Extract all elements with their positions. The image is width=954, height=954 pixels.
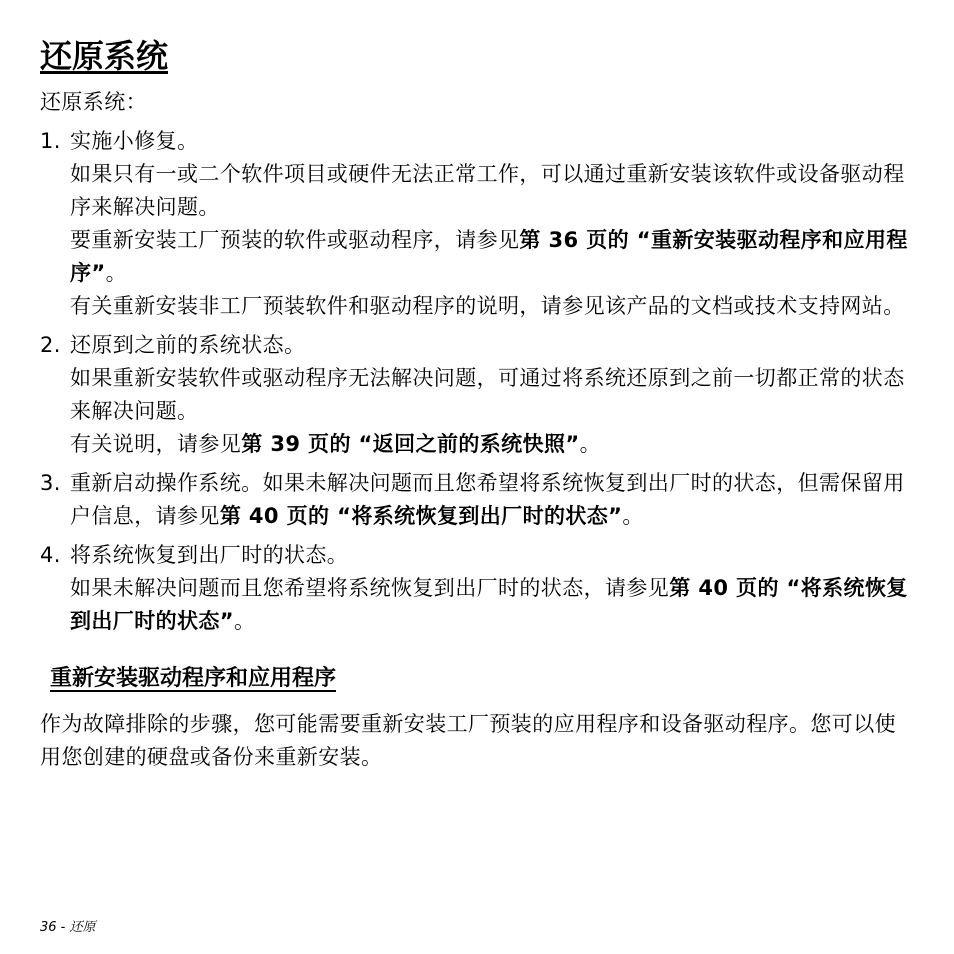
section-body: 作为故障排除的步骤，您可能需要重新安装工厂预装的应用程序和设备驱动程序。您可以使用您创建的硬盘或备份来重新安装。 [40,712,896,769]
step-number: 4. [40,543,61,567]
step-heading: 还原到之前的系统状态。 [70,333,306,357]
page-title: 还原系统 [40,37,169,75]
step-paragraph [70,572,916,638]
step-number: 1. [40,129,61,153]
intro-text: 还原系统： [40,90,147,114]
step-paragraph [70,467,916,533]
step-heading: 实施小修复。 [70,129,199,153]
step-paragraph: 如果重新安装软件或驱动程序无法解决问题，可通过将系统还原到之前一切都正常的状态来解决问题。 [70,366,905,423]
step-2 [40,329,916,461]
text-run: 。 [622,504,644,528]
cross-reference-link[interactable]: 第 40 页的 “将系统恢复到出厂时的状态” [219,504,623,528]
cross-reference-link[interactable]: 第 40 页的 “将系统恢复到出厂时的状态” [70,576,908,633]
text-run: 如果未解决问题而且您希望将系统恢复到出厂时的状态，请参见 [70,576,670,600]
text-run: 。 [234,609,256,633]
steps-list [40,125,916,638]
step-number: 2. [40,333,61,357]
text-run: 要重新安装工厂预装的软件或驱动程序，请参见 [70,228,520,252]
step-number: 3. [40,471,61,495]
text-run: 有关说明，请参见 [70,432,242,456]
section-title: 重新安装驱动程序和应用程序 [50,666,337,691]
step-paragraph: 有关重新安装非工厂预装软件和驱动程序的说明，请参见该产品的文档或技术支持网站。 [70,294,905,318]
document-page [40,34,916,774]
step-3 [40,467,916,533]
text-run: 。 [105,261,128,285]
cross-reference-link[interactable]: 第 36 页的 “重新安装驱动程序和应用程序” [70,228,908,285]
page-footer: 36 - 还原 [40,920,96,935]
cross-reference-link[interactable]: 第 39 页的 “返回之前的系统快照” [241,432,580,456]
step-paragraph: 如果只有一或二个软件项目或硬件无法正常工作，可以通过重新安装该软件或设备驱动程序来解决问题。 [70,162,905,219]
step-heading: 将系统恢复到出厂时的状态。 [70,543,349,567]
step-paragraph [70,428,916,461]
text-run: 重新启动操作系统。如果未解决问题而且您希望将系统恢复到出厂时的状态，但需保留用户信息，请参见 [70,471,905,528]
step-4 [40,539,916,638]
step-paragraph [70,224,916,290]
step-1 [40,125,916,323]
text-run: 。 [579,432,601,456]
